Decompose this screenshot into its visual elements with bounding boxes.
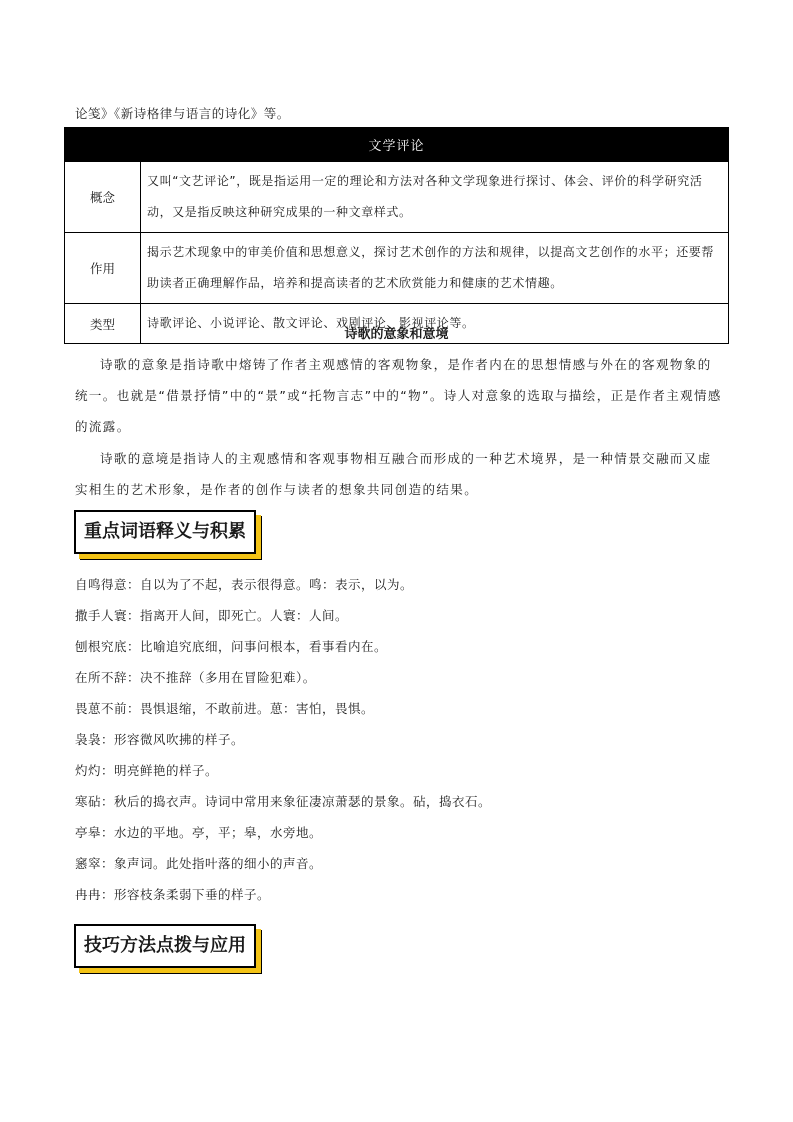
row-value-function: 揭示艺术现象中的审美价值和思想意义，探讨艺术创作的方法和规律，以提高文艺创作的水平；还要帮助读者正确理解作品，培养和提高读者的艺术欣赏能力和健康的艺术情趣。 — [141, 233, 729, 304]
paragraph-artistic-conception: 诗歌的意境是指诗人的主观感情和客观事物相互融合而形成的一种艺术境界，是一种情景交融而又虚实相生的艺术形象，是作者的创作与读者的想象共同创造的结果。 — [75, 451, 712, 497]
table-row — [65, 233, 729, 304]
list-item: 冉冉：形容枝条柔弱下垂的样子。 — [75, 887, 271, 902]
heading-skills-methods: 技巧方法点拨与应用 — [74, 924, 256, 968]
list-item: 寒砧：秋后的捣衣声。诗词中常用来象征凄凉萧瑟的景象。砧，捣衣石。 — [75, 794, 492, 809]
row-key-concept: 概念 — [65, 162, 141, 233]
list-item: 畏葸不前：畏惧退缩，不敢前进。葸：害怕，畏惧。 — [75, 701, 375, 716]
table-row — [65, 162, 729, 233]
list-item: 自鸣得意：自以为了不起，表示很得意。鸣：表示，以为。 — [75, 577, 414, 592]
table-header: 文学评论 — [65, 128, 729, 162]
list-item: 刨根究底：比喻追究底细，问事问根本，看事看内在。 — [75, 639, 388, 654]
heading-key-vocabulary: 重点词语释义与积累 — [74, 510, 256, 554]
list-item: 撒手人寰：指离开人间，即死亡。人寰：人间。 — [75, 608, 349, 623]
section-title: 诗歌的意象和意境 — [344, 327, 449, 342]
vocabulary-list — [75, 575, 735, 916]
row-key-function: 作用 — [65, 233, 141, 304]
list-item: 袅袅：形容微风吹拂的样子。 — [75, 732, 245, 747]
list-item: 亭皋：水边的平地。亭，平；皋，水旁地。 — [75, 825, 323, 840]
carryover-text: 论笺》《新诗格律与语言的诗化》等。 — [75, 106, 290, 121]
list-item: 灼灼：明亮鲜艳的样子。 — [75, 763, 219, 778]
row-value-concept: 又叫“文艺评论”，既是指运用一定的理论和方法对各种文学现象进行探讨、体会、评价的科学研究活动，又是指反映这种研究成果的一种文章样式。 — [141, 162, 729, 233]
list-item: 在所不辞：决不推辞（多用在冒险犯难）。 — [75, 670, 316, 685]
row-key-type: 类型 — [65, 304, 141, 344]
row-value-type: 诗歌评论、小说评论、散文评论、戏剧评论、影视评论等。 — [141, 304, 729, 344]
paragraph-imagery: 诗歌的意象是指诗歌中熔铸了作者主观感情的客观物象，是作者内在的思想情感与外在的客观物象的统一。也就是“借景抒情”中的“景”或“托物言志”中的“物”。诗人对意象的选取与描绘，正是作者主观情感的流露。 — [75, 357, 722, 434]
list-item: 窸窣：象声词。此处指叶落的细小的声音。 — [75, 856, 323, 871]
literary-criticism-table — [64, 127, 729, 344]
